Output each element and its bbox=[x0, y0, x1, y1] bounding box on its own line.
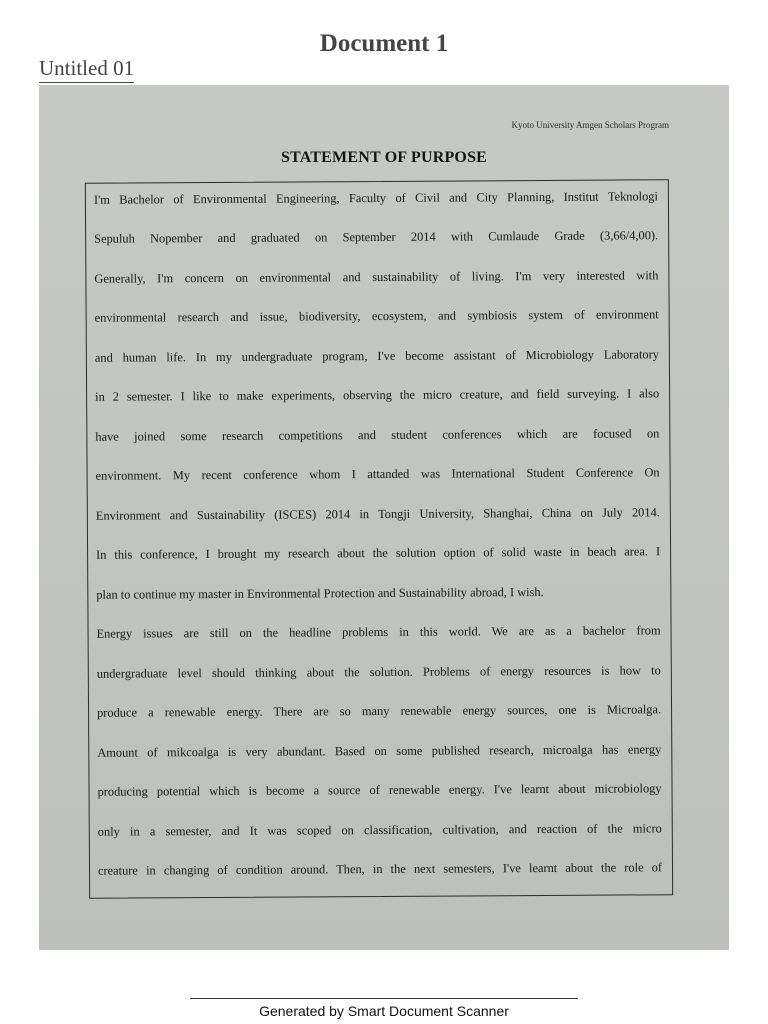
scan-title: STATEMENT OF PURPOSE bbox=[280, 149, 488, 166]
footer-divider bbox=[190, 998, 578, 999]
text-line: undergraduate level should thinking about the solution. Problems of energy resources is how to bbox=[96, 663, 661, 681]
text-line: environmental research and issue, biodiversity, ecosystem, and symbiosis system of environment bbox=[94, 307, 659, 325]
text-line: Environment and Sustainability (ISCES) 2014 in Tongji University, Shanghai, China on July 2014. bbox=[95, 505, 660, 523]
document-title: Document 1 bbox=[319, 30, 449, 57]
footer-text: Generated by Smart Document Scanner bbox=[259, 1003, 509, 1019]
text-line: Amount of mikcoalga is very abundant. Based on some published research, microalga has energy bbox=[97, 742, 662, 760]
text-line: Sepuluh Nopember and graduated on September 2014 with Cumlaude Grade (3,66/4,00). bbox=[94, 228, 659, 246]
bordered-text-box bbox=[85, 179, 673, 899]
text-line: I'm Bachelor of Environmental Engineering, Faculty of Civil and City Planning, Institut Teknologi bbox=[93, 189, 658, 207]
text-line: and human life. In my undergraduate program, I've become assistant of Microbiology Laboratory bbox=[94, 347, 659, 365]
text-line: creature in changing of condition around. Then, in the next semesters, I've learnt about the role of bbox=[97, 860, 663, 878]
text-line: have joined some research competitions and student conferences which are focused on bbox=[95, 426, 660, 444]
text-line: environment. My recent conference whom I attanded was International Student Conference On bbox=[95, 465, 660, 483]
scanned-page-image bbox=[39, 85, 729, 950]
text-line: Energy issues are still on the headline problems in this world. We are as a bachelor from bbox=[96, 623, 661, 641]
text-line: In this conference, I brought my research about the solution option of solid waste in beach area. I bbox=[96, 544, 661, 562]
text-line: only in a semester, and It was scoped on classification, cultivation, and reaction of the micro bbox=[97, 821, 662, 839]
text-line: Generally, I'm concern on environmental and sustainability of living. I'm very interested with bbox=[94, 268, 659, 286]
page-label: Untitled 01 bbox=[39, 56, 134, 83]
text-line: produce a renewable energy. There are so many renewable energy sources, one is Microalga. bbox=[97, 702, 662, 720]
scan-header-text: Kyoto University Amgen Scholars Program bbox=[511, 120, 669, 130]
text-line: producing potential which is become a source of renewable energy. I've learnt about microbiology bbox=[97, 781, 662, 799]
text-line: plan to continue my master in Environmental Protection and Sustainability abroad, I wish. bbox=[96, 584, 544, 602]
text-line: in 2 semester. I like to make experiments, observing the micro creature, and field surveying. I also bbox=[95, 386, 660, 404]
